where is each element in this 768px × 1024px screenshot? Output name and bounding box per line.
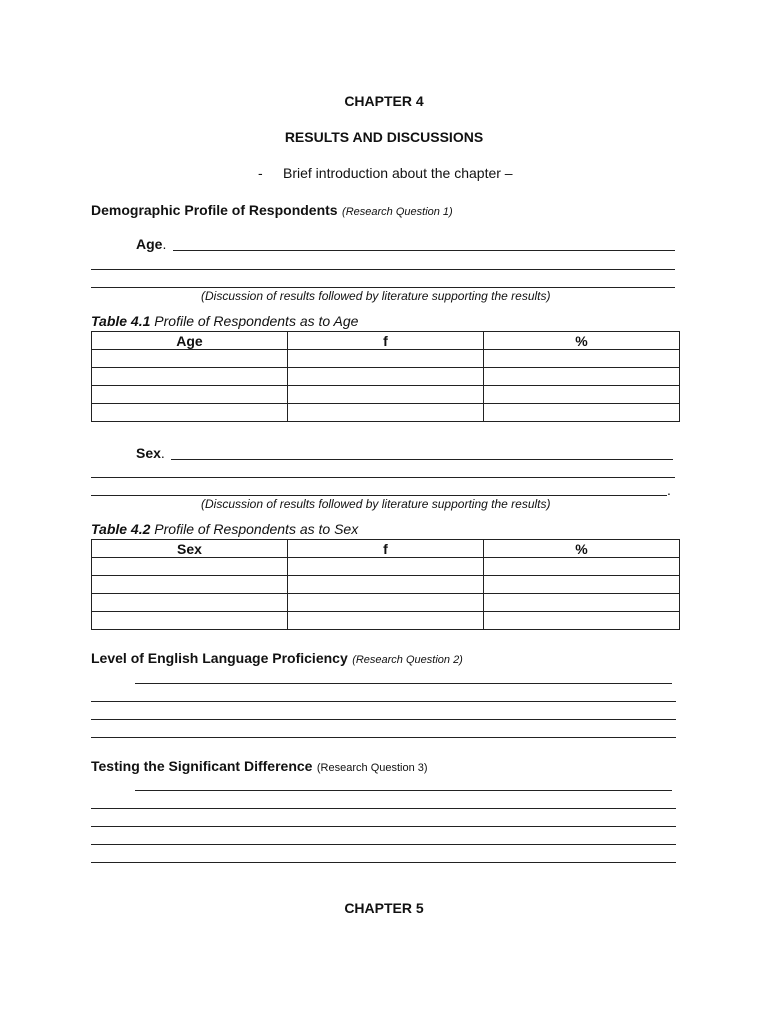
proficiency-answer-line[interactable] xyxy=(91,701,676,702)
table-4-2-title: Profile of Respondents as to Sex xyxy=(154,521,359,537)
table-cell[interactable] xyxy=(484,386,680,404)
sex-answer-line[interactable] xyxy=(91,495,667,496)
sex-label-period: . xyxy=(160,445,165,461)
table-cell[interactable] xyxy=(92,612,288,630)
table-cell[interactable] xyxy=(92,368,288,386)
chapter-4-subtitle: RESULTS AND DISCUSSIONS xyxy=(284,129,484,145)
table-cell[interactable] xyxy=(92,594,288,612)
age-discussion-note: (Discussion of results followed by literature supporting the results) xyxy=(201,289,551,303)
column-header-percent: % xyxy=(484,540,680,558)
chapter-4-title: CHAPTER 4 xyxy=(344,93,424,109)
table-cell[interactable] xyxy=(288,386,484,404)
sex-answer-line[interactable] xyxy=(91,477,675,478)
table-row xyxy=(92,612,680,630)
section-2-research-question: (Research Question 2) xyxy=(352,654,463,666)
table-header-row xyxy=(92,332,680,350)
table-4-1-title: Profile of Respondents as to Age xyxy=(154,313,359,329)
table-row xyxy=(92,576,680,594)
chapter-intro: Brief introduction about the chapter – xyxy=(283,165,513,181)
table-cell[interactable] xyxy=(92,576,288,594)
table-cell[interactable] xyxy=(92,350,288,368)
table-cell[interactable] xyxy=(484,558,680,576)
table-header-row xyxy=(92,540,680,558)
sex-label-row xyxy=(136,445,165,461)
column-header-age: Age xyxy=(92,332,288,350)
difference-answer-line[interactable] xyxy=(91,862,676,863)
table-4-1 xyxy=(91,331,680,422)
table-cell[interactable] xyxy=(288,594,484,612)
proficiency-answer-line[interactable] xyxy=(91,737,676,738)
age-answer-line[interactable] xyxy=(173,250,675,251)
table-row xyxy=(92,594,680,612)
section-2-heading: Level of English Language Proficiency xyxy=(91,650,348,666)
difference-answer-line[interactable] xyxy=(91,808,676,809)
difference-answer-line[interactable] xyxy=(135,790,672,791)
table-cell[interactable] xyxy=(484,350,680,368)
column-header-frequency: f xyxy=(288,540,484,558)
section-3-research-question: (Research Question 3) xyxy=(316,762,428,774)
age-label: Age xyxy=(136,236,163,252)
table-cell[interactable] xyxy=(92,558,288,576)
table-cell[interactable] xyxy=(484,368,680,386)
intro-dash: - xyxy=(258,165,263,181)
difference-answer-line[interactable] xyxy=(91,826,676,827)
proficiency-answer-line[interactable] xyxy=(91,719,676,720)
table-4-2-caption xyxy=(91,521,358,537)
sex-answer-line[interactable] xyxy=(171,459,673,460)
table-row xyxy=(92,558,680,576)
difference-answer-line[interactable] xyxy=(91,844,676,845)
table-cell[interactable] xyxy=(288,350,484,368)
table-cell[interactable] xyxy=(484,594,680,612)
table-4-1-number: Table 4.1 xyxy=(91,313,151,329)
age-answer-line[interactable] xyxy=(91,287,675,288)
table-cell[interactable] xyxy=(288,612,484,630)
age-label-row xyxy=(136,236,166,252)
table-4-1-caption xyxy=(91,313,358,329)
sex-end-period: . xyxy=(667,482,671,498)
sex-discussion-note: (Discussion of results followed by literature supporting the results) xyxy=(201,497,551,511)
table-row xyxy=(92,404,680,422)
table-cell[interactable] xyxy=(288,558,484,576)
section-3-heading: Testing the Significant Difference xyxy=(91,758,313,774)
section-3-heading-row xyxy=(91,758,428,776)
table-cell[interactable] xyxy=(484,612,680,630)
table-cell[interactable] xyxy=(92,386,288,404)
table-row xyxy=(92,386,680,404)
sex-label: Sex xyxy=(136,445,161,461)
table-cell[interactable] xyxy=(288,368,484,386)
section-2-heading-row xyxy=(91,650,463,668)
table-4-2 xyxy=(91,539,680,630)
table-4-2-number: Table 4.2 xyxy=(91,521,151,537)
table-cell[interactable] xyxy=(484,576,680,594)
age-answer-line[interactable] xyxy=(91,269,675,270)
age-label-period: . xyxy=(162,236,167,252)
table-row xyxy=(92,350,680,368)
table-cell[interactable] xyxy=(288,576,484,594)
column-header-percent: % xyxy=(484,332,680,350)
section-1-research-question: (Research Question 1) xyxy=(342,206,453,218)
table-cell[interactable] xyxy=(92,404,288,422)
section-1-heading-row xyxy=(91,202,453,220)
section-1-heading: Demographic Profile of Respondents xyxy=(91,202,338,218)
table-cell[interactable] xyxy=(484,404,680,422)
table-cell[interactable] xyxy=(288,404,484,422)
table-row xyxy=(92,368,680,386)
column-header-frequency: f xyxy=(288,332,484,350)
proficiency-answer-line[interactable] xyxy=(135,683,672,684)
column-header-sex: Sex xyxy=(92,540,288,558)
chapter-5-title: CHAPTER 5 xyxy=(344,900,424,916)
